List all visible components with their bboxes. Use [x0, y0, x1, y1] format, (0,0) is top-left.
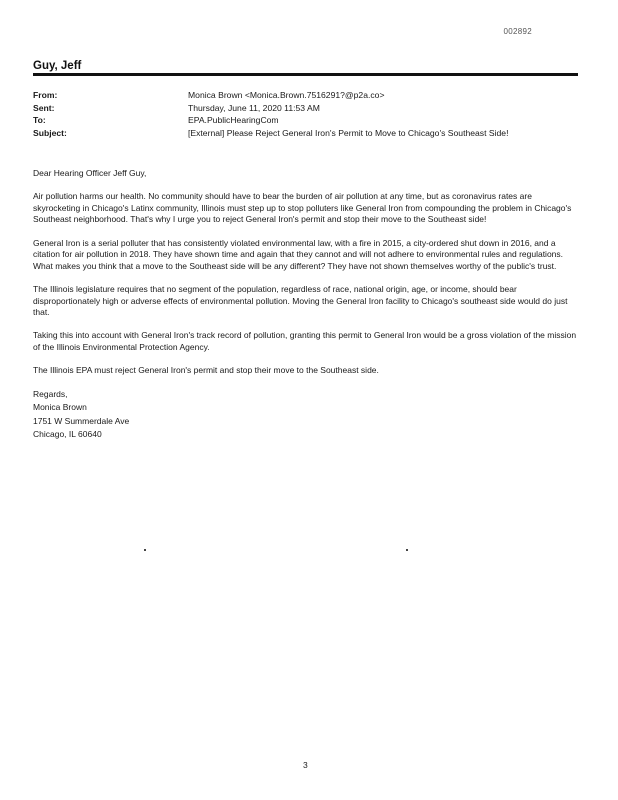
body-paragraph-1: Air pollution harms our health. No community should have to bear the burden of air pollution at any time, but as coronavirus rates are skyrocketing in Chicago's Latinx community, Illinois must step up to stop polluters like General Iron from compounding the problem in Chicago's Southeast neighborhood. That's why I urge you to reject General Iron's permit and stop their move to the Southeast side!: [33, 191, 572, 225]
mailbox-owner-name: Guy, Jeff: [33, 60, 82, 72]
from-row: [33, 89, 593, 102]
body-paragraph-2: General Iron is a serial polluter that has consistently violated environmental law, with a fire in 2015, a city-ordered shut down in 2016, and a citation for air pollution in 2018. They have shown time and again that they cannot and will not adhere to environmental rules and regulations. What makes you think that a move to the Southeast side will be any different? They have not shown themselves worthy of the public's trust.: [33, 237, 564, 271]
signature-city: Chicago, IL 60640: [33, 428, 102, 439]
bates-number: 002892: [503, 27, 532, 36]
from-value: Monica Brown <Monica.Brown.7516291?@p2a.co>: [188, 90, 385, 100]
from-label: From:: [33, 90, 58, 100]
to-value: EPA.PublicHearingCom: [188, 115, 279, 126]
to-label: To:: [33, 115, 46, 126]
body-paragraph-5: The Illinois EPA must reject General Iron's permit and stop their move to the Southeast side.: [33, 365, 379, 376]
subject-value: [External] Please Reject General Iron's Permit to Move to Chicago's Southeast Side!: [188, 127, 509, 138]
header-divider: [33, 73, 578, 76]
body-paragraph-4: Taking this into account with General Iron's track record of pollution, granting this permit to General Iron would be a gross violation of the mission of the Illinois Environmental Protection Agency.: [33, 330, 577, 352]
scan-speck: [406, 549, 408, 551]
signature-name: Monica Brown: [33, 402, 87, 413]
signature-block: [33, 388, 578, 441]
signature-address: 1751 W Summerdale Ave: [33, 415, 130, 426]
closing: Regards,: [33, 389, 68, 400]
sent-label: Sent:: [33, 102, 55, 113]
sent-value: Thursday, June 11, 2020 11:53 AM: [188, 102, 320, 113]
email-body: [33, 168, 578, 441]
to-row: [33, 114, 593, 127]
subject-label: Subject:: [33, 127, 67, 138]
body-paragraph-3: The Illinois legislature requires that no segment of the population, regardless of race, national origin, age, or income, should bear disproportionately high or adverse effects of environmental pollution. Moving the General Iron facility to Chicago's southeast side would do just that.: [33, 283, 568, 318]
page-number: 3: [303, 760, 308, 770]
sent-row: [33, 102, 593, 115]
salutation: Dear Hearing Officer Jeff Guy,: [33, 168, 147, 178]
scan-speck: [144, 549, 146, 551]
email-header: [33, 89, 593, 139]
subject-row: [33, 127, 593, 140]
